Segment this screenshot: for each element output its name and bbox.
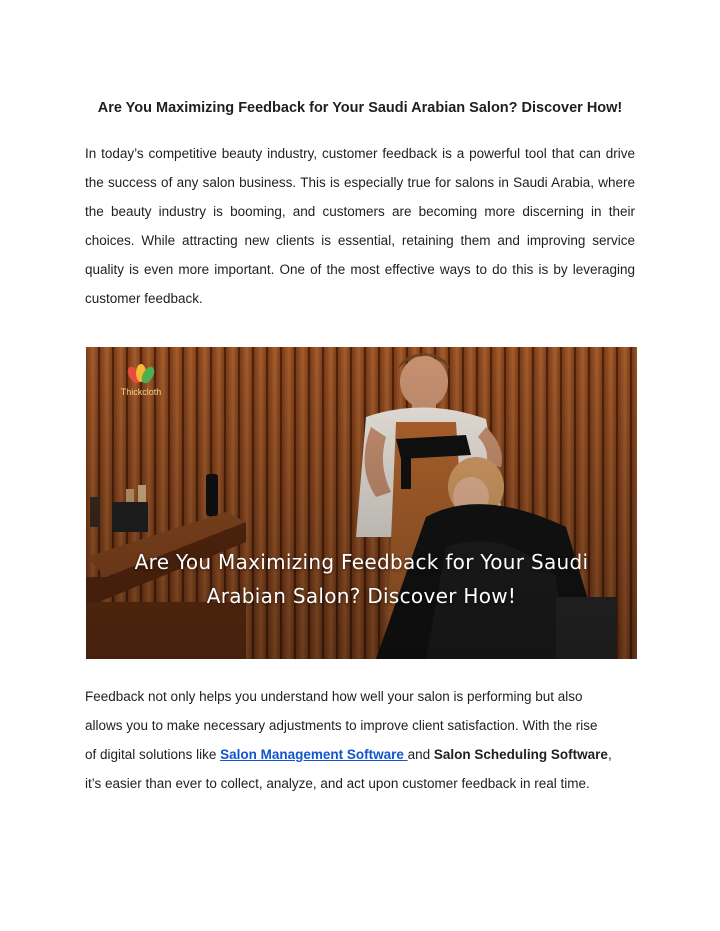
salon-management-software-link[interactable]: Salon Management Software <box>220 747 408 762</box>
paragraph-line-2: allows you to make necessary adjustments to improve client satisfaction. With the rise <box>85 718 598 733</box>
hero-caption-line-1: Are You Maximizing Feedback for Your Saudi <box>134 550 589 574</box>
paragraph-line-4: it’s easier than ever to collect, analyze, and act upon customer feedback in real time. <box>85 776 590 791</box>
intro-paragraph: In today’s competitive beauty industry, customer feedback is a powerful tool that can drive the success of any salon business. This is especially true for salons in Saudi Arabia, where the beauty industry is booming, and customers are becoming more discerning in their choices. While attracting new clients is essential, retaining them and improving service quality is even more important. One of the most effective ways to do this is by leveraging customer feedback. <box>85 146 635 306</box>
hero-image <box>86 347 637 659</box>
paragraph-line-1: Feedback not only helps you understand how well your salon is performing but also <box>85 689 583 704</box>
salon-scheduling-software-text: Salon Scheduling Software <box>433 747 608 762</box>
logo-text: Thickcloth <box>120 387 162 397</box>
flower-logo-icon <box>106 363 176 387</box>
page-title: Are You Maximizing Feedback for Your Saudi Arabian Salon? Discover How! <box>97 100 623 116</box>
paragraph-line-3 <box>85 740 635 769</box>
hero-caption-line-2: Arabian Salon? Discover How! <box>206 584 517 608</box>
brand-logo <box>106 363 176 403</box>
feedback-paragraph <box>85 682 635 798</box>
text-segment: and <box>407 747 434 762</box>
text-segment: , <box>607 747 612 762</box>
text-segment: of digital solutions like <box>85 747 221 762</box>
